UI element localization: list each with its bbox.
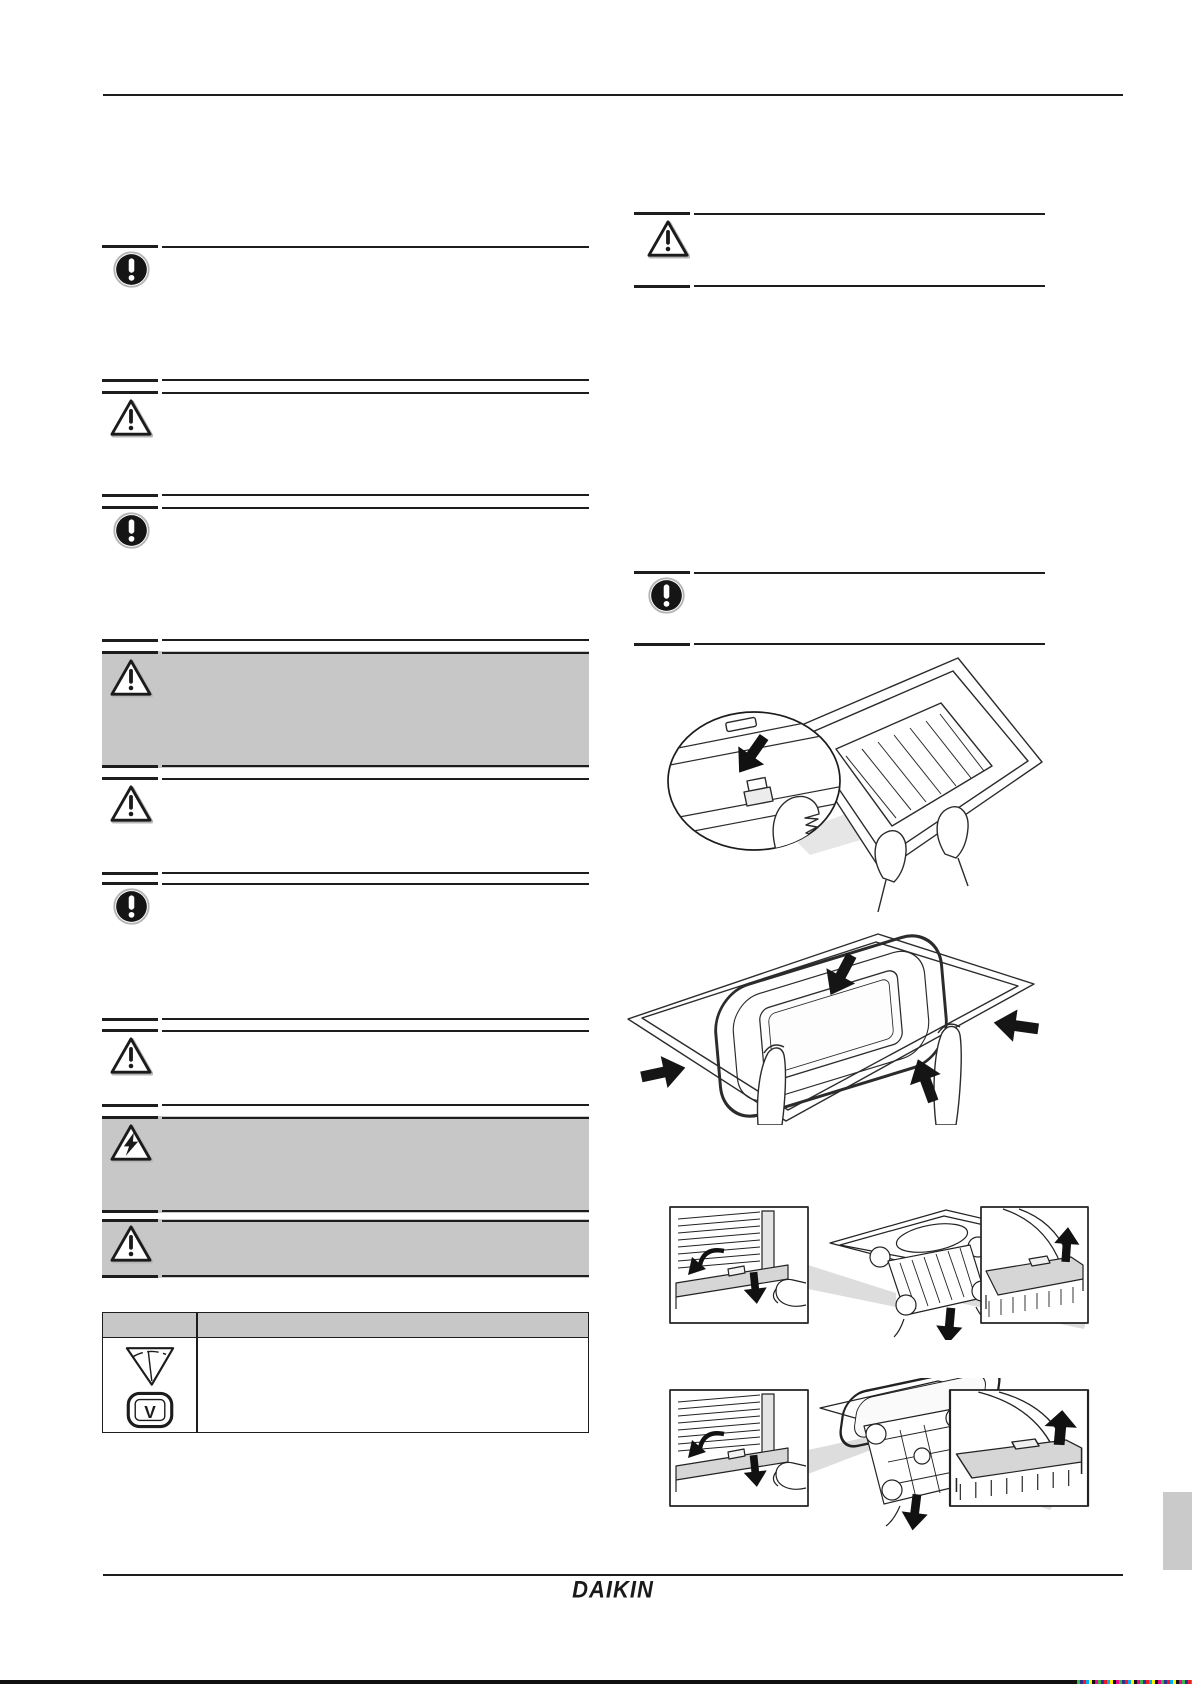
filter-lift-detail-panel: [950, 1390, 1088, 1506]
warning-triangle-icon: [646, 219, 690, 259]
warning-triangle-icon: [109, 784, 153, 824]
symbol-table: [102, 1312, 589, 1433]
warning-callout-shaded: [102, 651, 589, 768]
notice-icon: [113, 251, 150, 288]
notice-callout: [102, 882, 589, 1021]
latch-arrow-left: [638, 1052, 689, 1093]
filter-lift-detail-panel: [981, 1207, 1088, 1323]
page-edge-tab: [1163, 1492, 1192, 1570]
electric-shock-callout-shaded: [102, 1116, 589, 1213]
warning-callout: [102, 391, 589, 497]
filter-pull-down-arrow: [935, 1307, 964, 1340]
warning-triangle-icon: [109, 1224, 153, 1264]
electric-shock-warning-icon: [109, 1123, 153, 1163]
v-glyph: V: [144, 1401, 156, 1422]
grille-latch-detail-panel: [670, 1390, 808, 1506]
daikin-logo: DAIKIN: [572, 1575, 654, 1603]
notice-callout: [634, 571, 1045, 646]
warning-callout: [102, 1029, 589, 1107]
warning-triangle-icon: [109, 658, 153, 698]
v-screen-symbol-icon: [123, 1390, 177, 1430]
page-top-rule: [103, 94, 1123, 96]
print-trim-bar: [0, 1680, 1192, 1684]
latch-arrow-right: [991, 1007, 1040, 1045]
cone-symbol-icon: [121, 1342, 179, 1390]
notice-icon: [113, 888, 150, 925]
notice-icon: [648, 577, 685, 614]
illustration-filter-removal-row1: [668, 1205, 1090, 1340]
notice-callout: [102, 506, 589, 642]
symbol-table-divider: [196, 1313, 198, 1432]
illustration-open-suction-grille: [640, 650, 1050, 915]
grille-latch-detail-panel: [670, 1207, 808, 1323]
notice-callout: [102, 245, 589, 382]
symbol-table-header: [103, 1313, 588, 1338]
warning-triangle-icon: [109, 1036, 153, 1076]
illustration-decoration-panel-arrows: [618, 925, 1043, 1125]
warning-callout: [634, 212, 1045, 288]
notice-icon: [113, 512, 150, 549]
warning-callout: [102, 777, 589, 875]
warning-triangle-icon: [109, 398, 153, 438]
illustration-filter-removal-row2: [668, 1378, 1090, 1536]
warning-callout-shaded: [102, 1219, 589, 1278]
print-color-strip: [1077, 1680, 1192, 1684]
